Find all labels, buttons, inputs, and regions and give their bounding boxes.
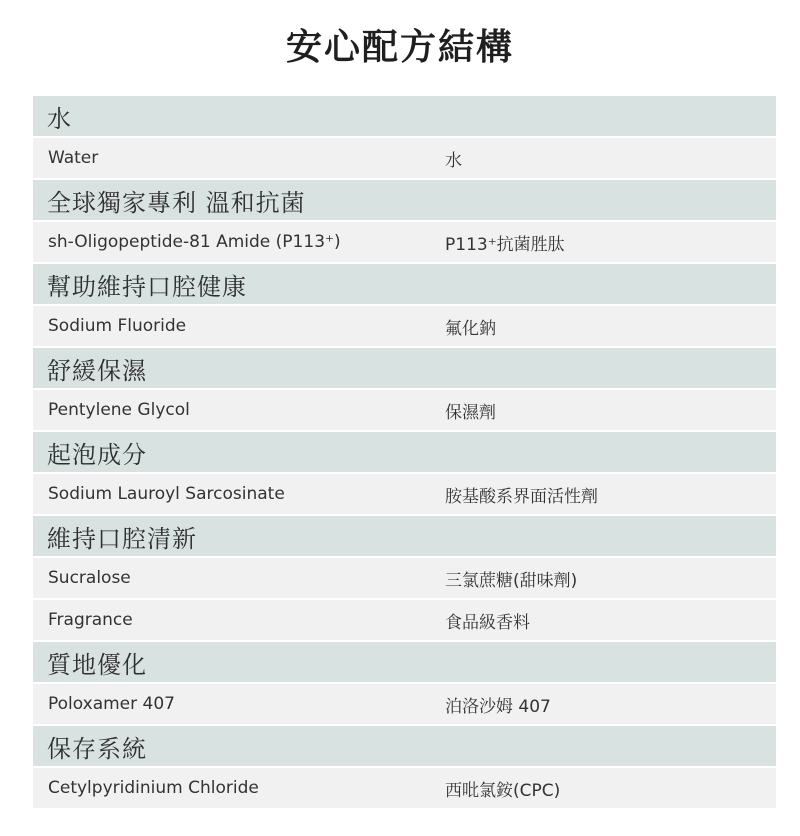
ingredient-chinese-name: 食品級香料 — [445, 612, 530, 633]
ingredient-english-name: Sucralose — [48, 568, 131, 588]
ingredient-row — [33, 390, 776, 430]
ingredient-chinese-name: P113⁺抗菌胜肽 — [445, 234, 565, 255]
ingredient-english-name: Poloxamer 407 — [48, 694, 175, 714]
ingredient-english-name: sh-Oligopeptide-81 Amide (P113⁺) — [48, 232, 341, 252]
ingredient-chinese-name: 西吡氯銨(CPC) — [445, 780, 561, 801]
ingredient-english-name: Fragrance — [48, 610, 133, 630]
category-header: 維持口腔清新 — [33, 516, 776, 556]
ingredient-row — [33, 684, 776, 724]
ingredient-english-name: Cetylpyridinium Chloride — [48, 778, 259, 798]
ingredient-chinese-name: 水 — [445, 150, 462, 171]
ingredient-row — [33, 768, 776, 808]
category-header: 質地優化 — [33, 642, 776, 682]
ingredient-english-name: Pentylene Glycol — [48, 400, 190, 420]
category-header: 舒緩保濕 — [33, 348, 776, 388]
ingredient-row — [33, 306, 776, 346]
category-header: 保存系統 — [33, 726, 776, 766]
ingredient-english-name: Sodium Fluoride — [48, 316, 187, 336]
ingredient-chinese-name: 氟化鈉 — [445, 318, 496, 339]
ingredient-chinese-name: 三氯蔗糖(甜味劑) — [445, 570, 578, 591]
page-title: 安心配方結構 — [285, 27, 514, 68]
category-header: 水 — [33, 96, 776, 136]
category-header: 幫助維持口腔健康 — [33, 264, 776, 304]
ingredient-row — [33, 222, 776, 262]
ingredient-row — [33, 558, 776, 598]
ingredient-row — [33, 138, 776, 178]
ingredient-english-name: Sodium Lauroyl Sarcosinate — [48, 484, 285, 504]
category-header: 全球獨家專利 溫和抗菌 — [33, 180, 776, 220]
ingredient-english-name: Water — [48, 148, 99, 168]
ingredient-table — [33, 96, 776, 810]
ingredient-chinese-name: 保濕劑 — [445, 402, 496, 423]
ingredient-row — [33, 600, 776, 640]
ingredient-chinese-name: 泊洛沙姆 407 — [445, 696, 551, 717]
category-header: 起泡成分 — [33, 432, 776, 472]
ingredient-row — [33, 474, 776, 514]
ingredient-chinese-name: 胺基酸系界面活性劑 — [445, 486, 598, 507]
